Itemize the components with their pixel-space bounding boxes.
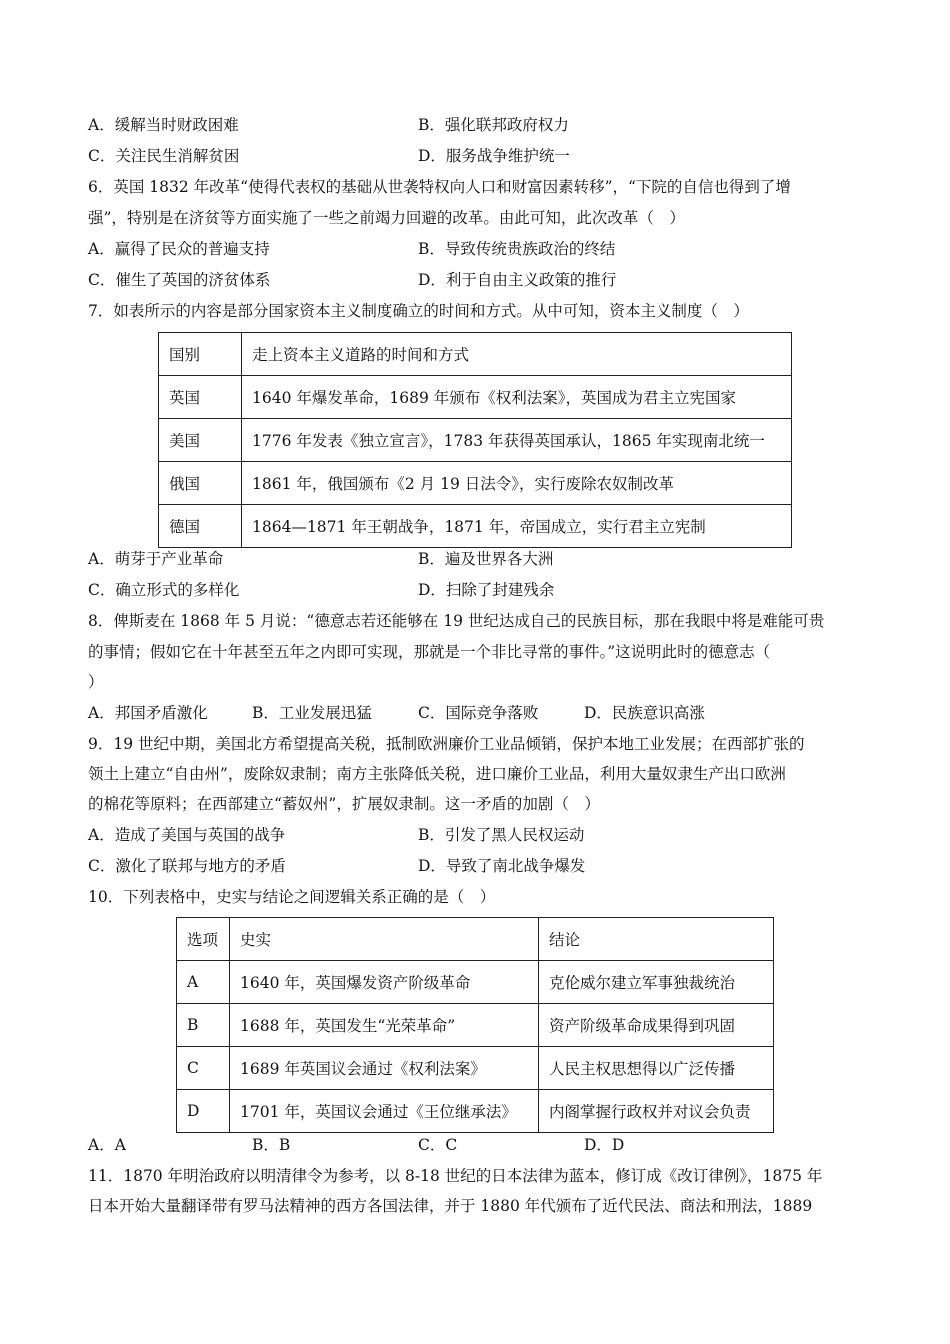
q7-option-a: A．萌芽于产业革命: [88, 550, 224, 568]
table-header-cell: 国别: [159, 333, 242, 376]
table-row: [177, 1004, 774, 1047]
q5-option-c: C．关注民生消解贫困: [88, 147, 240, 165]
table-header-cell: 结论: [539, 918, 774, 961]
q9-stem-line-1: 9．19 世纪中期，美国北方希望提高关税，抵制欧洲廉价工业品倾销，保护本地工业发展；在西部扩张的: [88, 735, 805, 753]
q10-option-b: B．B: [252, 1136, 291, 1154]
q10-stem: 10．下列表格中，史实与结论之间逻辑关系正确的是（ ）: [88, 888, 496, 906]
table-cell: 1864—1871 年王朝战争，1871 年，帝国成立，实行君主立宪制: [242, 505, 792, 548]
table-cell: B: [177, 1004, 230, 1047]
q11-stem-line-1: 11．1870 年明治政府以明清律令为参考，以 8-18 世纪的日本法律为蓝本，修订成《改订律例》，1875 年: [88, 1167, 823, 1185]
table-row: [159, 419, 792, 462]
q10-table: [176, 917, 774, 1133]
q7-option-c: C．确立形式的多样化: [88, 581, 240, 599]
table-cell: A: [177, 961, 230, 1004]
table-cell: 1776 年发表《独立宣言》，1783 年获得英国承认，1865 年实现南北统一: [242, 419, 792, 462]
q8-option-d: D．民族意识高涨: [584, 704, 705, 722]
q5-option-b: B．强化联邦政府权力: [418, 116, 569, 134]
q8-stem-line-1: 8．俾斯麦在 1868 年 5 月说：“德意志若还能够在 19 世纪达成自己的民族目标，那在我眼中将是难能可贵: [88, 612, 825, 630]
q8-stem-line-2: 的事情；假如它在十年甚至五年之内即可实现，那就是一个非比寻常的事件。”这说明此时的德意志（: [88, 643, 771, 661]
table-cell: 1689 年英国议会通过《权利法案》: [230, 1047, 539, 1090]
table-header-cell: 选项: [177, 918, 230, 961]
table-header-cell: 史实: [230, 918, 539, 961]
q7-table: [158, 332, 792, 548]
table-cell: 1640 年，英国爆发资产阶级革命: [230, 961, 539, 1004]
table-row: [159, 376, 792, 419]
q5-option-a: A．缓解当时财政困难: [88, 116, 239, 134]
q9-option-c: C．激化了联邦与地方的矛盾: [88, 857, 286, 875]
table-header-row: [159, 333, 792, 376]
table-cell: D: [177, 1090, 230, 1133]
q6-stem-line-1: 6．英国 1832 年改革“使得代表权的基础从世袭特权向人口和财富因素转移”，“下院的自信也得到了增: [88, 178, 791, 196]
table-cell: 克伦威尔建立军事独裁统治: [539, 961, 774, 1004]
q8-stem-line-3: ）: [88, 673, 104, 691]
q7-option-b: B．遍及世界各大洲: [418, 550, 554, 568]
q10-option-c: C．C: [418, 1136, 458, 1154]
q9-option-a: A．造成了美国与英国的战争: [88, 826, 286, 844]
q9-stem-line-2: 领土上建立“自由州”，废除奴隶制；南方主张降低关税，进口廉价工业品，利用大量奴隶生产出口欧洲: [88, 765, 786, 783]
table-row: [177, 1090, 774, 1133]
q10-option-d: D．D: [584, 1136, 625, 1154]
q6-option-d: D．利于自由主义政策的推行: [418, 271, 617, 289]
q7-option-d: D．扫除了封建残余: [418, 581, 555, 599]
table-cell: 1688 年，英国发生“光荣革命”: [230, 1004, 539, 1047]
table-cell: 美国: [159, 419, 242, 462]
table-cell: 人民主权思想得以广泛传播: [539, 1047, 774, 1090]
table-cell: 1861 年，俄国颁布《2 月 19 日法令》，实行废除农奴制改革: [242, 462, 792, 505]
table-cell: 资产阶级革命成果得到巩固: [539, 1004, 774, 1047]
table-cell: 内阁掌握行政权并对议会负责: [539, 1090, 774, 1133]
table-row: [177, 961, 774, 1004]
table-cell: 俄国: [159, 462, 242, 505]
q9-option-b: B．引发了黑人民权运动: [418, 826, 585, 844]
q8-option-a: A．邦国矛盾激化: [88, 704, 208, 722]
q6-option-b: B．导致传统贵族政治的终结: [418, 240, 616, 258]
table-cell: 1701 年，英国议会通过《王位继承法》: [230, 1090, 539, 1133]
q8-option-c: C．国际竞争落败: [418, 704, 539, 722]
q6-stem-line-2: 强”，特别是在济贫等方面实施了一些之前竭力回避的改革。由此可知，此次改革（ ）: [88, 209, 685, 227]
q6-option-c: C．催生了英国的济贫体系: [88, 271, 271, 289]
q10-option-a: A．A: [88, 1136, 126, 1154]
table-cell: 英国: [159, 376, 242, 419]
table-row: [159, 505, 792, 548]
table-header-cell: 走上资本主义道路的时间和方式: [242, 333, 792, 376]
q11-stem-line-2: 日本开始大量翻译带有罗马法精神的西方各国法律，并于 1880 年代颁布了近代民法、商法和刑法，1889: [88, 1197, 813, 1215]
table-row: [177, 1047, 774, 1090]
q9-option-d: D．导致了南北战争爆发: [418, 857, 586, 875]
q7-stem: 7．如表所示的内容是部分国家资本主义制度确立的时间和方式。从中可知，资本主义制度（ ）: [88, 302, 749, 320]
q9-stem-line-3: 的棉花等原料；在西部建立“蓄奴州”，扩展奴隶制。这一矛盾的加剧（ ）: [88, 795, 600, 813]
q8-option-b: B．工业发展迅猛: [252, 704, 372, 722]
q5-option-d: D．服务战争维护统一: [418, 147, 570, 165]
table-header-row: [177, 918, 774, 961]
table-cell: 1640 年爆发革命，1689 年颁布《权利法案》，英国成为君主立宪国家: [242, 376, 792, 419]
q6-option-a: A．赢得了民众的普遍支持: [88, 240, 270, 258]
table-row: [159, 462, 792, 505]
table-cell: C: [177, 1047, 230, 1090]
table-cell: 德国: [159, 505, 242, 548]
